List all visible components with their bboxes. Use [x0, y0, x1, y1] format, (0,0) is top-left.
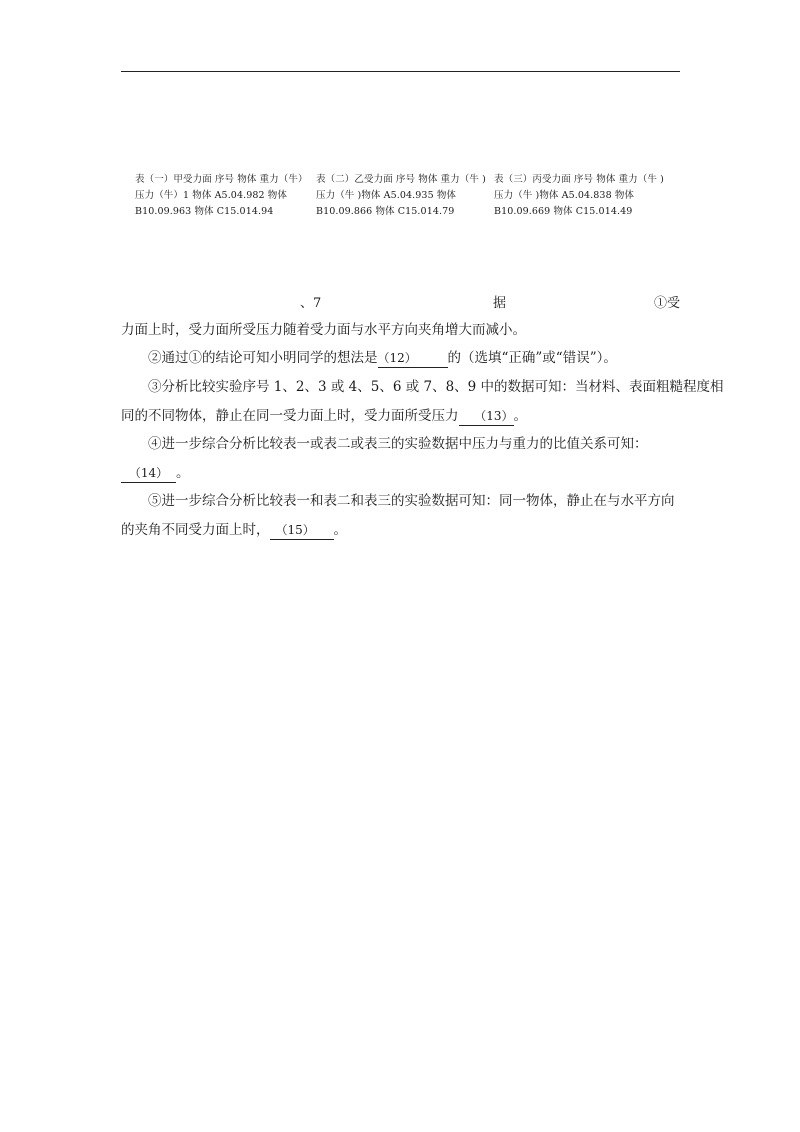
question-2-line — [148, 348, 617, 368]
text-fragment: 据 — [493, 296, 507, 311]
question-text: 的夹角不同受力面上时， — [121, 522, 270, 538]
answer-blank-14: （14） — [121, 464, 176, 483]
question-text: 。 — [333, 522, 347, 538]
table-two-caption: 表（二）乙受力面 序号 物体 重力（牛 )压力（牛 )物体 A5.04.935 物体 B10.09.866 物体 C15.014.79 — [316, 174, 486, 217]
question-5-line: ⑤进一步综合分析比较表一和表二和表三的实验数据可知：同一物体，静止在与水平方向 — [148, 493, 675, 509]
question-text: 。 — [176, 465, 190, 481]
question-text: 的（选填“正确”或“错误”）。 — [447, 350, 617, 366]
paragraph-line: 力面上时，受力面所受压力随着受力面与水平方向夹角增大而减小。 — [121, 322, 526, 338]
answer-blank-12: （12） — [378, 349, 448, 368]
question-4-line: ④进一步综合分析比较表一或表二或表三的实验数据中压力与重力的比值关系可知： — [148, 436, 648, 452]
table-three-caption: 表（三）丙受力面 序号 物体 重力（牛 )压力（牛 )物体 A5.04.838 物体 B10.09.669 物体 C15.014.49 — [494, 174, 664, 217]
question-4-continuation — [121, 463, 190, 483]
table-one-caption: 表（一）甲受力面 序号 物体 重力（牛）压力（牛）1 物体 A5.04.982 物体 B10.09.963 物体 C15.014.94 — [135, 174, 303, 217]
question-3-continuation — [121, 406, 527, 426]
question-text: 。 — [513, 408, 527, 424]
text-fragment: 、7 — [300, 296, 322, 311]
question-5-continuation — [121, 520, 347, 540]
header-rule — [121, 71, 680, 72]
answer-blank-13: （13） — [459, 407, 514, 426]
text-fragment: ①受 — [654, 296, 681, 311]
answer-blank-15: （15） — [270, 521, 334, 540]
question-text: 同的不同物体，静止在同一受力面上时，受力面所受压力 — [121, 408, 459, 424]
question-3-line: ③分析比较实验序号 1、2、3 或 4、5、6 或 7、8、9 中的数据可知：当材料、表面粗糙程度相 — [148, 379, 724, 395]
question-text: ②通过①的结论可知小明同学的想法是 — [148, 350, 378, 366]
